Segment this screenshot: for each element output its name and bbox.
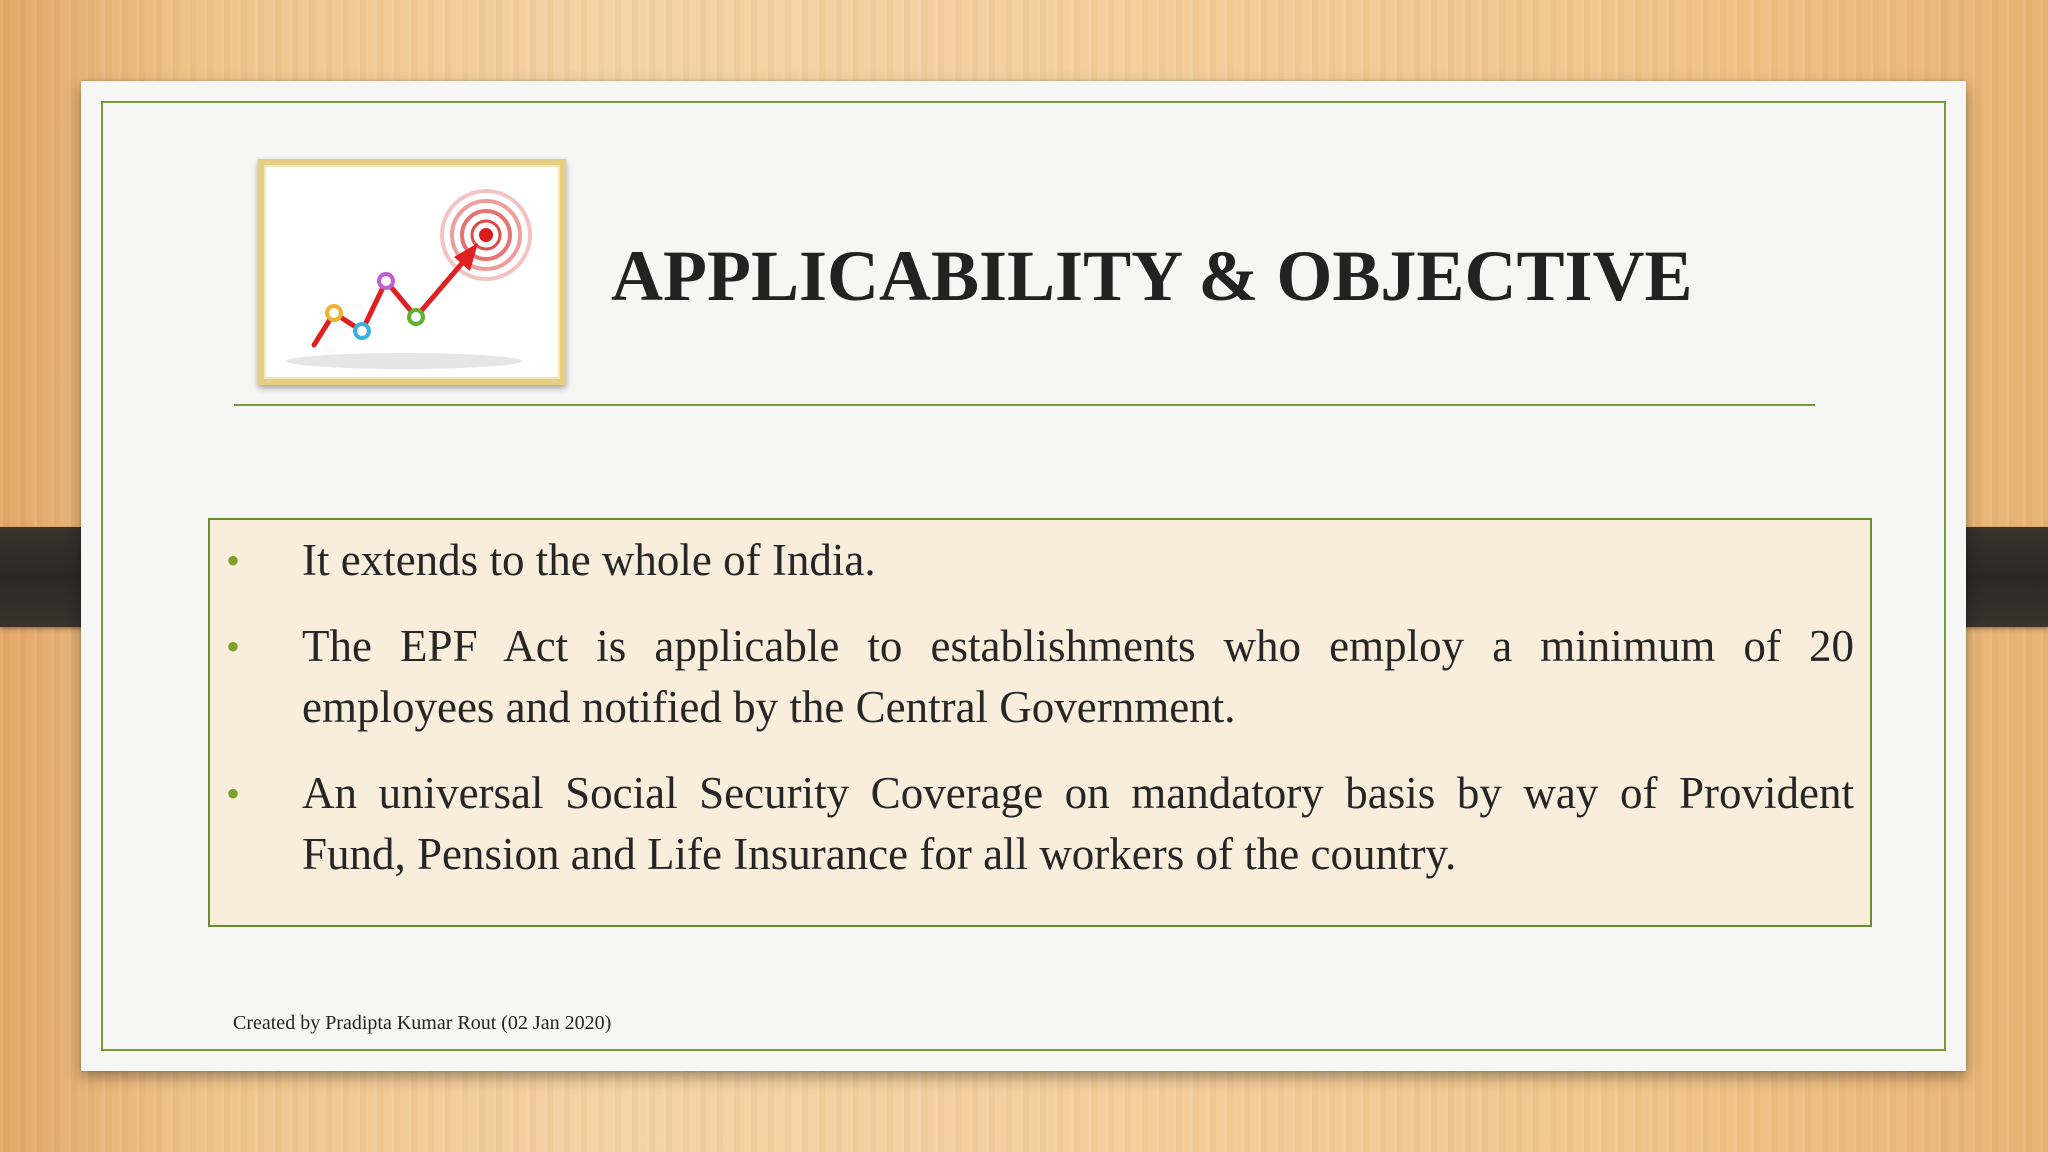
footer-credit: Created by Pradipta Kumar Rout (02 Jan 2020) xyxy=(233,1012,612,1034)
bullet-icon: • xyxy=(226,538,241,583)
bullet-item xyxy=(210,763,1870,885)
bullet-text: The EPF Act is applicable to establishments who employ a minimum of 20 employees and notified by the Central Government. xyxy=(302,621,1854,732)
bullet-list xyxy=(210,530,1870,910)
bullet-icon: • xyxy=(226,624,241,669)
bullet-text: An universal Social Security Coverage on mandatory basis by way of Provident Fund, Pension and Life Insurance for all workers of the country. xyxy=(302,768,1854,879)
growth-chart-target-icon xyxy=(264,165,560,379)
slide-title: APPLICABILITY & OBJECTIVE xyxy=(611,236,1693,316)
bullet-text: It extends to the whole of India. xyxy=(302,535,876,585)
bullet-item xyxy=(210,616,1870,738)
title-divider xyxy=(234,404,1815,406)
content-box xyxy=(208,518,1872,927)
title-picture xyxy=(258,159,566,385)
bullet-icon: • xyxy=(226,771,241,816)
bullet-item xyxy=(210,530,1870,591)
slide-canvas xyxy=(81,81,1966,1071)
